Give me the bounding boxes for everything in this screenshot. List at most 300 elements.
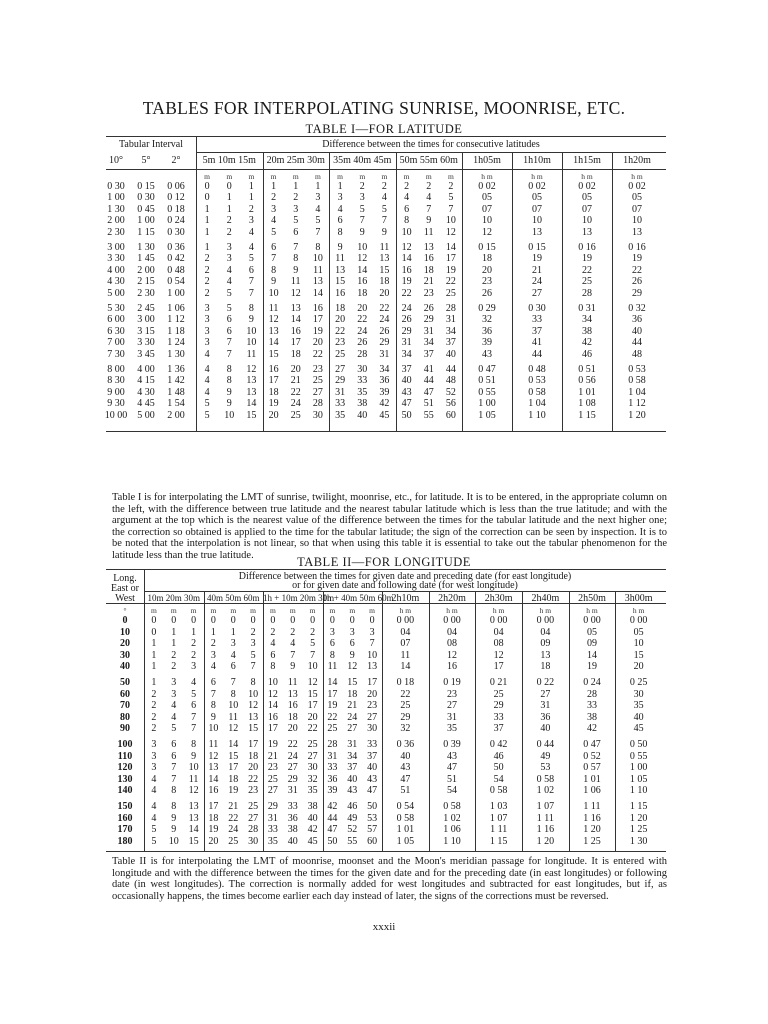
table2-value-cell: 7 — [369, 638, 375, 650]
table2-value-cell: 2 — [191, 649, 197, 661]
table1-value-cell: 4 — [315, 203, 321, 215]
table1-value-cell: 3 — [337, 192, 343, 204]
table2-value-cell: 0 00 — [583, 615, 601, 626]
table2-value-cell: 33 — [493, 711, 504, 723]
table2-value-cell: 15 — [347, 677, 358, 688]
table1-unit: m — [337, 172, 343, 181]
table1-value-cell: 47 — [423, 386, 434, 398]
table1-unit: h m — [531, 172, 543, 181]
table2-value-cell: 53 — [540, 762, 551, 774]
table1-value-cell: 5 — [359, 203, 365, 215]
table2-value-cell: 11 — [228, 711, 239, 723]
table2-value-cell: 31 — [540, 700, 551, 712]
table2-value-cell: 18 — [287, 711, 298, 723]
table2-value-cell: 4 — [171, 700, 177, 712]
table2-value-cell: 17 — [228, 762, 239, 774]
table2-value-cell: 9 — [171, 812, 177, 824]
table1-title: TABLE I—FOR LATITUDE — [305, 122, 463, 136]
table2-value-cell: 27 — [307, 750, 318, 762]
table2-value-cell: 36 — [287, 812, 298, 824]
table1-value-cell: 28 — [357, 348, 368, 360]
table2-longitude-cell: 160 — [117, 812, 133, 824]
table2-value-cell: 0 00 — [629, 615, 648, 626]
table1-value-cell: 22 — [312, 348, 323, 360]
table1-value-cell: 7 — [248, 276, 254, 288]
table2-top-rule — [106, 569, 666, 570]
table1-value-cell: 1 10 — [528, 409, 546, 421]
table2-longitude-cell: 80 — [120, 711, 130, 723]
table1-value-cell: 0 — [204, 181, 210, 192]
table2-value-cell: 37 — [493, 723, 504, 735]
table2-value-cell: 0 58 — [489, 785, 508, 797]
table2-value-cell: 3 — [210, 649, 216, 661]
table2-value-cell: 2 — [151, 688, 157, 700]
table1-value-cell: 19 — [632, 253, 642, 265]
table1-value-cell: 2 — [359, 181, 365, 192]
table1-value-cell: 9 — [248, 314, 254, 326]
table2-note: Table II is for interpolating the LMT of moonrise, moonset and the Moon's meridian passage for longitude. It is entered with longitude and with the difference between the times for the given date and for the preceding date (in east longitudes) or following date (in west longitudes). The correction is normally added for west longitudes and subtracted for east longitudes, but if, as occasionally happens, the times become earlier each day instead of later, the signs of the corrections must be reversed. — [112, 856, 667, 902]
table1-value-cell: 0 47 — [478, 364, 496, 375]
table2-unit: h m — [632, 606, 645, 615]
table1-value-cell: 44 — [423, 375, 434, 387]
table2-value-cell: 0 18 — [396, 677, 415, 688]
table1-value-cell: 0 53 — [528, 375, 546, 387]
table1-value-cell: 1 20 — [628, 409, 646, 421]
table2-value-cell: 2 — [171, 661, 177, 673]
table2-value-cell: 28 — [587, 688, 597, 700]
table1-value-cell: 6 — [337, 215, 343, 227]
table1-value-cell: 39 — [482, 337, 492, 349]
table2-value-cell: 31 — [287, 785, 298, 797]
table1-value-cell: 1 — [226, 203, 232, 215]
table2-value-cell: 6 — [230, 661, 236, 673]
table2-value-cell: 17 — [208, 801, 219, 812]
table2-value-cell: 28 — [248, 824, 259, 836]
table1-value-cell: 20 — [335, 314, 346, 326]
table1-value-cell: 48 — [632, 348, 642, 360]
table2-value-cell: 0 25 — [629, 677, 648, 688]
table1-value-cell: 21 — [532, 264, 542, 276]
table1-value-cell: 34 — [401, 348, 412, 360]
table2-value-cell: 3 — [369, 626, 375, 638]
table1-interval-cell: 4 00 — [107, 264, 125, 276]
table2-value-cell: 19 — [208, 824, 219, 836]
table2-value-cell: 4 — [171, 711, 177, 723]
table1-value-cell: 15 — [335, 276, 346, 288]
table2-value-cell: 25 — [493, 688, 504, 700]
table2-value-cell: 8 — [329, 649, 335, 661]
table2-value-cell: 5 — [171, 723, 177, 735]
table1-value-cell: 14 — [357, 264, 368, 276]
table1-interval-cell: 3 00 — [137, 314, 155, 326]
table2-unit: m — [369, 606, 375, 615]
table2-value-cell: 4 — [210, 661, 216, 673]
table2-subheader-rule — [144, 591, 666, 592]
table1-value-cell: 5 — [448, 192, 454, 204]
table2-value-cell: 35 — [307, 785, 318, 797]
table1-value-cell: 0 58 — [628, 375, 646, 387]
table2-value-cell: 2 — [210, 638, 216, 650]
table1-interval-cell: 0 48 — [167, 264, 185, 276]
table1-value-cell: 2 — [226, 226, 232, 238]
table2-value-cell: 2 — [250, 626, 256, 638]
table1-subheader-rule — [196, 152, 666, 153]
table2-value-cell: 1 01 — [396, 824, 415, 836]
table1-value-cell: 43 — [401, 386, 412, 398]
table2-value-cell: 31 — [347, 739, 358, 750]
table1-interval-cell: 0 45 — [137, 203, 155, 215]
table2-value-cell: 47 — [400, 773, 411, 785]
table2-value-cell: 5 — [250, 649, 256, 661]
table2-value-cell: 12 — [248, 700, 259, 712]
table1-value-cell: 27 — [312, 386, 323, 398]
table1-value-cell: 1 00 — [478, 398, 496, 410]
table2-value-cell: 1 25 — [629, 824, 648, 836]
table1-interval-cell: 0 06 — [167, 181, 185, 192]
table2-unit: m — [309, 606, 316, 615]
table1-value-cell: 0 — [204, 192, 210, 204]
table1-interval-cell: 2 30 — [107, 226, 125, 238]
table1-unit: m — [248, 172, 255, 181]
table1-interval-cell: 0 42 — [167, 253, 185, 265]
table2-value-cell: 21 — [347, 700, 358, 712]
table2-value-cell: 2 — [151, 711, 157, 723]
table1-value-cell: 2 — [248, 203, 254, 215]
table2-value-cell: 11 — [327, 661, 338, 673]
table1-interval-cell: 1 30 — [137, 242, 155, 253]
table1-value-cell: 24 — [357, 325, 368, 337]
table2-value-cell: 0 58 — [396, 812, 415, 824]
table1-value-cell: 6 — [248, 264, 254, 276]
table1-value-cell: 2 — [426, 181, 432, 192]
table1-value-cell: 7 — [271, 253, 277, 265]
table2-value-cell: 2 — [151, 723, 157, 735]
table1-value-cell: 9 — [271, 276, 277, 288]
table1-value-cell: 29 — [335, 375, 346, 387]
table1-value-cell: 10 — [582, 215, 592, 227]
table2-longitude-cell: 140 — [117, 785, 133, 797]
table1-value-cell: 17 — [268, 375, 279, 387]
table2-group-divider — [429, 591, 430, 851]
table1-value-cell: 2 — [204, 253, 210, 265]
table1-value-cell: 19 — [312, 325, 323, 337]
table1-value-cell: 4 — [404, 192, 410, 204]
table1-value-cell: 24 — [401, 303, 412, 314]
table1-value-cell: 25 — [335, 348, 346, 360]
table1-value-cell: 1 12 — [628, 398, 646, 410]
table1-value-cell: 5 — [226, 303, 232, 314]
table2-value-cell: 0 — [290, 615, 296, 626]
table1-value-cell: 27 — [335, 364, 346, 375]
table2-value-cell: 1 10 — [443, 835, 461, 847]
table2-value-cell: 0 — [191, 615, 197, 626]
table1-value-cell: 1 — [204, 203, 210, 215]
table1-value-cell: 05 — [582, 192, 592, 204]
table2-value-cell: 0 47 — [583, 739, 601, 750]
table1-value-cell: 20 — [290, 364, 301, 375]
table1-value-cell: 07 — [532, 203, 542, 215]
table1-interval-cell: 1 15 — [137, 226, 155, 238]
table1-interval-cell: 3 30 — [137, 337, 155, 349]
table2-value-cell: 0 57 — [583, 762, 601, 774]
table1-value-cell: 7 — [426, 203, 432, 215]
table1-value-cell: 9 — [293, 264, 299, 276]
table2-value-cell: 3 — [230, 638, 236, 650]
table1-value-cell: 23 — [423, 287, 434, 299]
table1-value-cell: 19 — [268, 398, 279, 410]
table2-value-cell: 9 — [290, 661, 296, 673]
table2-value-cell: 3 — [151, 750, 157, 762]
table1-interval-cell: 6 30 — [107, 325, 125, 337]
table1-unit: m — [314, 172, 321, 181]
table2-value-cell: 1 06 — [583, 785, 601, 797]
table2-group-divider — [615, 591, 616, 851]
table1-value-cell: 2 — [381, 181, 387, 192]
table2-value-cell: 2 — [290, 626, 296, 638]
table1-value-cell: 23 — [335, 337, 346, 349]
table1-value-cell: 2 — [293, 192, 299, 204]
table2-value-cell: 24 — [287, 750, 298, 762]
table2-value-cell: 22 — [248, 773, 259, 785]
table2-value-cell: 23 — [367, 700, 378, 712]
table1-value-cell: 13 — [632, 226, 642, 238]
table2-value-cell: 40 — [633, 711, 644, 723]
table2-diff-group-header: 40m 50m 60m — [206, 593, 260, 603]
table1-value-cell: 11 — [423, 226, 434, 238]
table1-diff-group-header: 50m 55m 60m — [399, 155, 458, 166]
table2-value-cell: 12 — [347, 661, 358, 673]
table1-value-cell: 1 — [204, 226, 210, 238]
table1-value-cell: 10 — [445, 215, 456, 227]
table1-interval-cell: 3 15 — [137, 325, 155, 337]
table1-value-cell: 32 — [482, 314, 492, 326]
table1-value-cell: 3 — [204, 314, 210, 326]
table1-value-cell: 18 — [335, 303, 346, 314]
table1-value-cell: 29 — [401, 325, 412, 337]
table1-value-cell: 0 53 — [628, 364, 646, 375]
page-number: xxxii — [372, 921, 396, 933]
table1-value-cell: 3 — [226, 253, 232, 265]
table1-value-cell: 13 — [246, 386, 257, 398]
table1-value-cell: 7 — [226, 337, 232, 349]
table2-value-cell: 40 — [287, 835, 298, 847]
table1-value-cell: 24 — [290, 398, 301, 410]
table1-value-cell: 2 — [204, 276, 210, 288]
table1-value-cell: 0 51 — [478, 375, 496, 387]
table1-value-cell: 4 — [381, 192, 387, 204]
table2-longitude-cell: 60 — [120, 688, 130, 700]
table2-value-cell: 13 — [540, 649, 551, 661]
table1-value-cell: 37 — [445, 337, 456, 349]
table2-value-cell: 0 00 — [443, 615, 461, 626]
table1-interval-cell: 1 36 — [167, 364, 185, 375]
table2-value-cell: 7 — [191, 711, 197, 723]
table1-unit: m — [204, 172, 210, 181]
table2-value-cell: 1 11 — [583, 801, 601, 812]
table2-value-cell: 11 — [287, 677, 298, 688]
table1-top-header: Difference between the times for consecutive latitudes — [322, 139, 540, 150]
table1-value-cell: 35 — [335, 409, 346, 421]
table1-diff-group-header: 1h10m — [523, 155, 551, 166]
table2-value-cell: 1 — [171, 638, 177, 650]
table1-value-cell: 43 — [482, 348, 492, 360]
table2-value-cell: 33 — [327, 762, 338, 774]
table2-value-cell: 13 — [367, 661, 378, 673]
table1-value-cell: 12 — [445, 226, 456, 238]
table1-value-cell: 7 — [381, 215, 387, 227]
table2-value-cell: 0 39 — [443, 739, 461, 750]
table2-unit: m — [190, 606, 197, 615]
table1-interval-cell: 1 30 — [167, 348, 185, 360]
table1-value-cell: 36 — [632, 314, 642, 326]
table2-value-cell: 42 — [587, 723, 597, 735]
table2-value-cell: 42 — [307, 824, 318, 836]
table2-value-cell: 33 — [287, 801, 298, 812]
table2-value-cell: 29 — [493, 700, 504, 712]
table2-value-cell: 24 — [347, 711, 358, 723]
table1-value-cell: 13 — [379, 253, 390, 265]
table1-value-cell: 8 — [271, 264, 277, 276]
table1-value-cell: 13 — [423, 242, 434, 253]
table1-value-cell: 10 — [224, 409, 235, 421]
table1-value-cell: 4 — [204, 364, 210, 375]
table2-value-cell: 1 — [151, 638, 157, 650]
table2-longitude-cell: 110 — [117, 750, 133, 762]
table1-value-cell: 23 — [482, 276, 492, 288]
table2-diff-group-header: 2h10m — [391, 593, 420, 604]
table2-value-cell: 1 30 — [629, 835, 648, 847]
table1-interval-cell: 0 15 — [137, 181, 155, 192]
table1-value-cell: 11 — [313, 264, 323, 276]
table2-value-cell: 32 — [307, 773, 318, 785]
table1-interval-cell: 1 00 — [107, 192, 125, 204]
table2-longitude-cell: 20 — [120, 638, 130, 650]
table1-value-cell: 31 — [379, 348, 390, 360]
table1-interval-cell: 5 00 — [107, 287, 125, 299]
table1-value-cell: 12 — [357, 253, 368, 265]
table2-value-cell: 10 — [208, 723, 219, 735]
table1-value-cell: 24 — [379, 314, 390, 326]
table1-interval-cell: 9 00 — [107, 386, 125, 398]
table2-value-cell: 29 — [400, 711, 411, 723]
table1-interval-cell: 0 30 — [167, 226, 185, 238]
table1-interval-cell: 1 18 — [167, 325, 185, 337]
table2-value-cell: 27 — [367, 711, 378, 723]
table1-value-cell: 14 — [246, 398, 257, 410]
table2-value-cell: 9 — [191, 750, 197, 762]
table1-interval-cell: 8 00 — [107, 364, 125, 375]
table1-value-cell: 5 — [204, 409, 210, 421]
table2-value-cell: 10 — [267, 677, 278, 688]
table2-value-cell: 7 — [191, 723, 197, 735]
table1-value-cell: 22 — [290, 386, 301, 398]
table1-value-cell: 2 — [271, 192, 277, 204]
table2-value-cell: 57 — [367, 824, 378, 836]
table2-value-cell: 1 07 — [489, 812, 508, 824]
table2-value-cell: 17 — [248, 739, 259, 750]
table1-value-cell: 20 — [268, 409, 279, 421]
table1-value-cell: 12 — [268, 314, 279, 326]
table2-value-cell: 2 — [310, 626, 316, 638]
table1-value-cell: 14 — [268, 337, 279, 349]
table1-value-cell: 19 — [445, 264, 456, 276]
table1-interval-cell: 3 45 — [137, 348, 155, 360]
table1-value-cell: 8 — [226, 364, 232, 375]
table2-value-cell: 10 — [168, 835, 179, 847]
table1-value-cell: 9 — [359, 226, 365, 238]
table1-value-cell: 10 — [401, 226, 412, 238]
table1-value-cell: 11 — [268, 303, 279, 314]
table1-value-cell: 8 — [404, 215, 410, 227]
table1-value-cell: 5 — [248, 253, 254, 265]
table1-value-cell: 3 — [359, 192, 365, 204]
table2-value-cell: 37 — [367, 750, 378, 762]
table2-top-header-line2: or for given date and following date (for west longitude) — [292, 580, 518, 591]
table2-value-cell: 12 — [267, 688, 278, 700]
table1-unit: h m — [581, 172, 593, 181]
table2-value-cell: 1 20 — [583, 824, 601, 836]
table2-value-cell: 12 — [228, 723, 239, 735]
table1-value-cell: 0 02 — [478, 181, 496, 192]
table1-value-cell: 13 — [268, 325, 279, 337]
table1-value-cell: 15 — [379, 264, 390, 276]
table1-value-cell: 37 — [532, 325, 542, 337]
table1-value-cell: 33 — [532, 314, 542, 326]
table2-value-cell: 1 16 — [536, 824, 555, 836]
table1-value-cell: 10 — [246, 325, 257, 337]
table1-value-cell: 26 — [632, 276, 642, 288]
table2-value-cell: 0 55 — [629, 750, 648, 762]
table1-value-cell: 0 02 — [628, 181, 646, 192]
table2-value-cell: 0 — [210, 615, 216, 626]
table1-value-cell: 22 — [357, 314, 368, 326]
table2-value-cell: 14 — [587, 649, 597, 661]
table2-value-cell: 0 22 — [536, 677, 555, 688]
table1-value-cell: 51 — [423, 398, 434, 410]
table2-value-cell: 0 — [151, 615, 157, 626]
table1-value-cell: 3 — [293, 203, 299, 215]
table2-longitude-cell: 170 — [117, 824, 133, 836]
table1-value-cell: 34 — [445, 325, 456, 337]
table2-value-cell: 17 — [267, 723, 278, 735]
table2-value-cell: 6 — [210, 677, 216, 688]
table2-value-cell: 49 — [347, 812, 358, 824]
table1-value-cell: 47 — [401, 398, 412, 410]
table1-value-cell: 26 — [423, 303, 434, 314]
table1-value-cell: 3 — [204, 325, 210, 337]
table2-value-cell: 0 — [310, 615, 316, 626]
table2-value-cell: 38 — [287, 824, 298, 836]
table2-value-cell: 40 — [367, 762, 378, 774]
table2-value-cell: 0 — [369, 615, 375, 626]
table1-value-cell: 10 — [246, 337, 257, 349]
table2-unit: m — [230, 606, 237, 615]
table1-unit: m — [447, 172, 454, 181]
table1-value-cell: 19 — [401, 276, 412, 288]
table1-value-cell: 0 56 — [578, 375, 596, 387]
table2-value-cell: 8 — [210, 700, 216, 712]
table2-value-cell: 22 — [307, 723, 318, 735]
table2-longitude-cell: 130 — [117, 773, 133, 785]
table2-value-cell: 0 52 — [583, 750, 601, 762]
table2-value-cell: 45 — [307, 835, 318, 847]
table1-value-cell: 37 — [423, 348, 434, 360]
table2-value-cell: 17 — [367, 677, 378, 688]
table2-value-cell: 17 — [493, 661, 504, 673]
table1-interval-cell: 1 06 — [167, 303, 185, 314]
table1-value-cell: 10 — [268, 287, 279, 299]
table1-interval-cell: 1 45 — [137, 253, 155, 265]
